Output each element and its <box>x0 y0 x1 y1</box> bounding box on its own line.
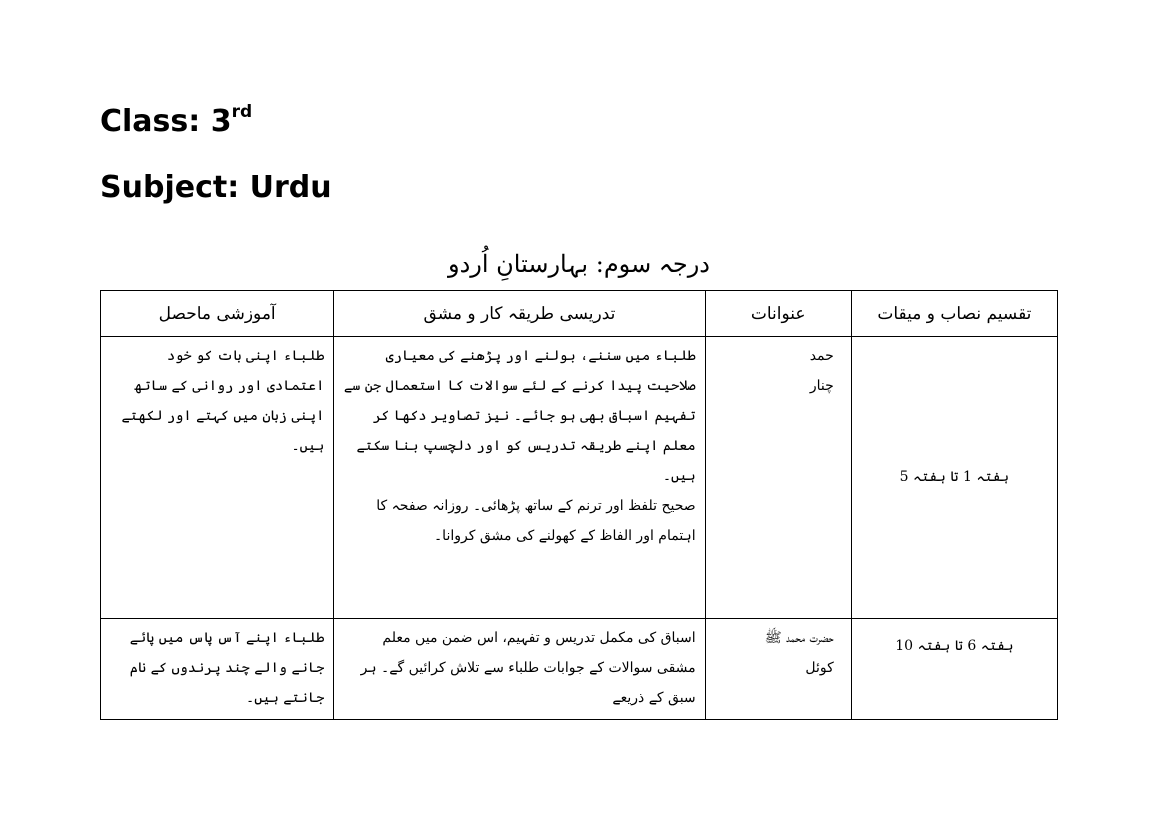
method-paragraph: طلباء میں سننے، بولنے اور پڑھنے کی معیاری صلاحیت پیدا کرنے کے لئے سوالات کا استعمال جن سے تفہیم اسباق بھی ہو جائے۔ نیز تصاویر دکھا کر معلم اپنے طریقہ تدریس کو اور دلچسپ بنا سکتے ہیں۔ <box>343 348 696 484</box>
method-paragraph: اسباق کی مکمل تدریس و تفہیم، اس ضمن میں معلم مشقی سوالات کے جوابات طلباء سے تلاش کرائیں گے۔ ہر سبق کے ذریعے <box>360 630 696 706</box>
method-cell <box>334 337 705 619</box>
topics-cell <box>705 337 851 619</box>
weeks-cell <box>851 619 1057 720</box>
outcome-cell <box>101 619 334 720</box>
class-suffix: rd <box>231 102 253 122</box>
weeks-cell <box>851 337 1057 619</box>
method-cell <box>334 619 705 720</box>
class-heading <box>100 104 252 140</box>
weeks-text: ہفتہ 1 تا ہفتہ 5 <box>899 468 1010 485</box>
header-weeks: تقسیم نصاب و میقات <box>851 291 1057 337</box>
topic-item: کوئل <box>805 660 834 676</box>
header-method: تدریسی طریقہ کار و مشق <box>334 291 705 337</box>
table-caption: درجہ سوم: بہارستانِ اُردو <box>448 250 710 278</box>
subject-heading: Subject: Urdu <box>100 170 332 205</box>
topic-item: حضرت محمد ﷺ <box>764 630 834 646</box>
method-paragraph: صحیح تلفظ اور ترنم کے ساتھ پڑھائی۔ روزانہ صفحہ کا اہتمام اور الفاظ کے کھولنے کی مشق کروانا۔ <box>376 498 696 544</box>
outcome-text: طلباء اپنے آس پاس میں پائے جانے والے چند پرندوں کے نام جانتے ہیں۔ <box>129 630 325 706</box>
outcome-text: طلباء اپنی بات کو خود اعتمادی اور روانی کے ساتھ اپنی زبان میں کہتے اور لکھتے ہیں۔ <box>121 348 325 454</box>
outcome-cell <box>101 337 334 619</box>
table-row <box>101 337 1058 619</box>
syllabus-table <box>100 290 1058 720</box>
weeks-text: ہفتہ 6 تا ہفتہ 10 <box>895 638 1014 654</box>
header-topics: عنوانات <box>705 291 851 337</box>
header-outcome: آموزشی ماحصل <box>101 291 334 337</box>
table-header-row <box>101 291 1058 337</box>
table-row <box>101 619 1058 720</box>
topic-item: حمد <box>809 348 834 364</box>
class-label: Class: 3 <box>100 104 232 139</box>
topic-item: چنار <box>809 378 834 394</box>
topics-cell <box>705 619 851 720</box>
